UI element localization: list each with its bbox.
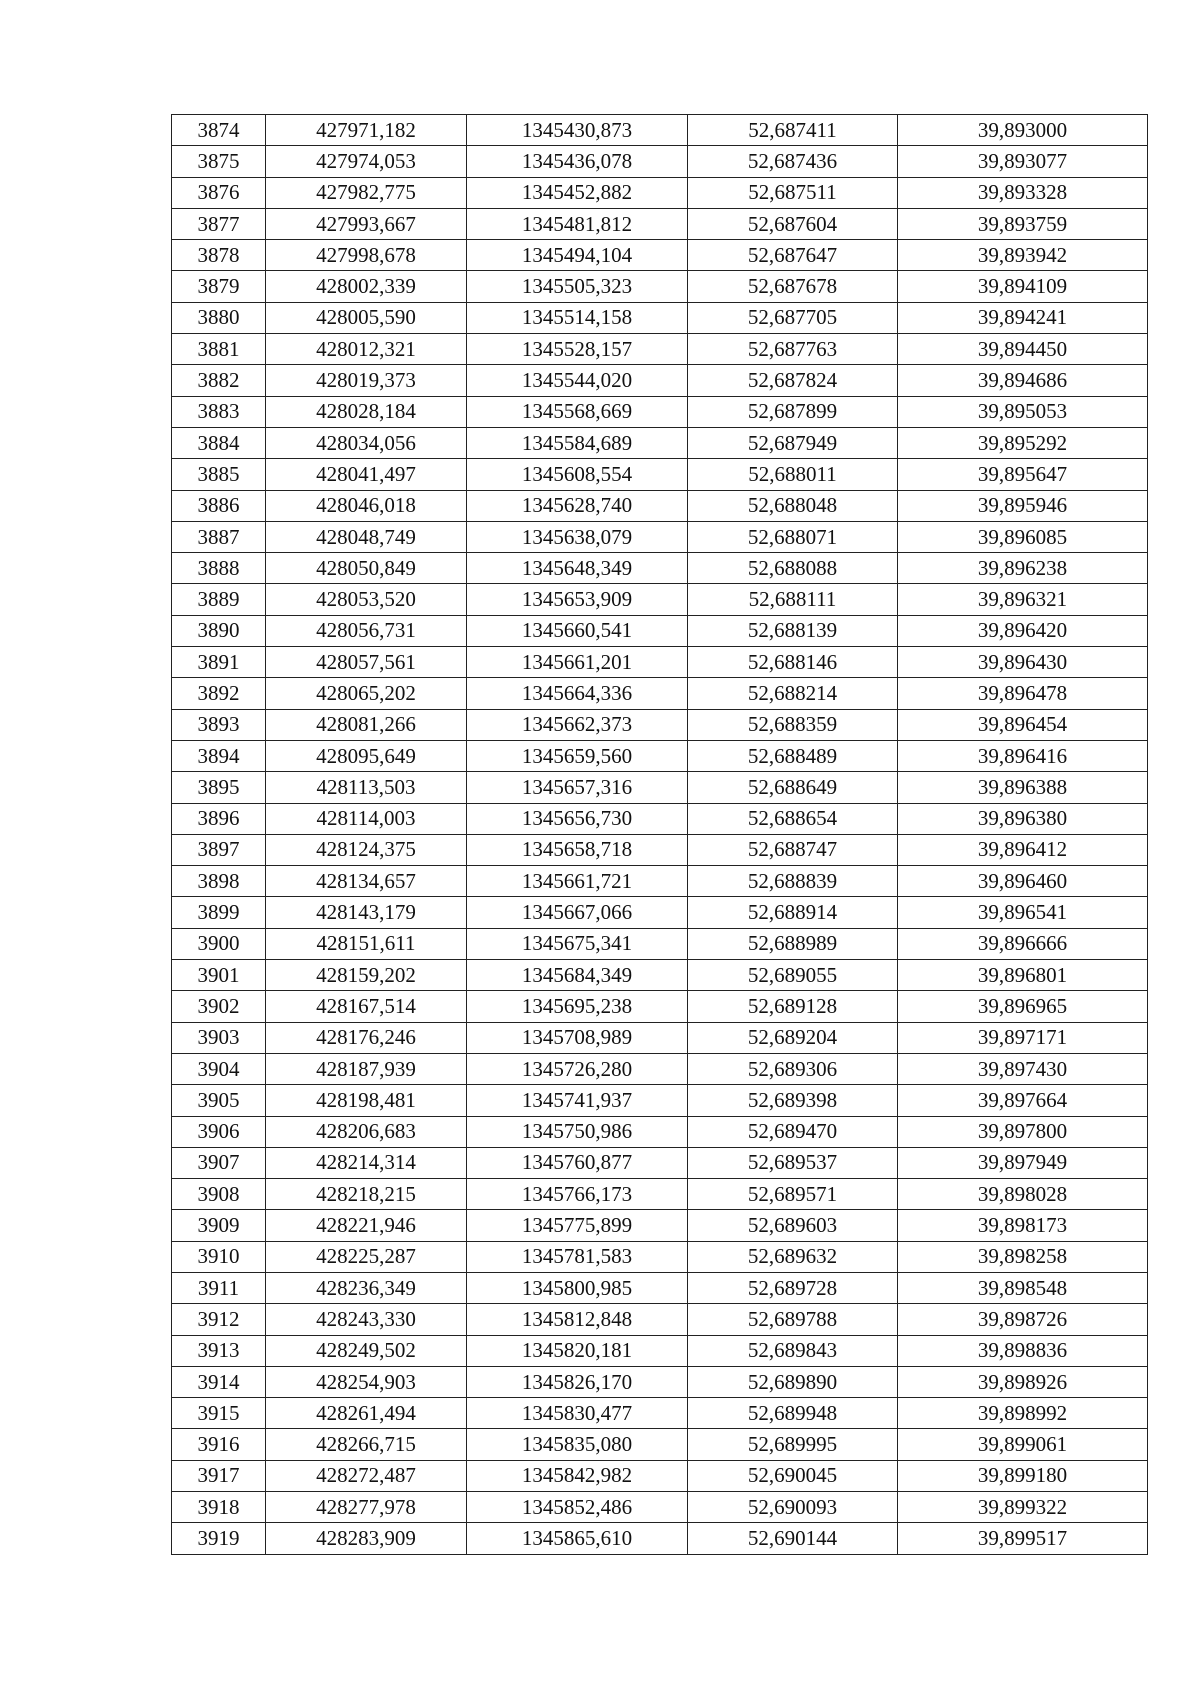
y-coordinate-cell: 1345842,982 xyxy=(467,1460,688,1491)
point-number-cell: 3891 xyxy=(172,647,266,678)
latitude-cell: 52,689948 xyxy=(688,1398,898,1429)
longitude-cell: 39,897430 xyxy=(898,1053,1148,1084)
latitude-cell: 52,688048 xyxy=(688,490,898,521)
x-coordinate-cell: 427974,053 xyxy=(266,146,467,177)
x-coordinate-cell: 428187,939 xyxy=(266,1053,467,1084)
longitude-cell: 39,899322 xyxy=(898,1492,1148,1523)
longitude-cell: 39,896541 xyxy=(898,897,1148,928)
y-coordinate-cell: 1345430,873 xyxy=(467,115,688,146)
y-coordinate-cell: 1345766,173 xyxy=(467,1179,688,1210)
x-coordinate-cell: 428048,749 xyxy=(266,521,467,552)
point-number-cell: 3917 xyxy=(172,1460,266,1491)
latitude-cell: 52,687511 xyxy=(688,177,898,208)
table-row xyxy=(172,553,1148,584)
y-coordinate-cell: 1345656,730 xyxy=(467,803,688,834)
y-coordinate-cell: 1345775,899 xyxy=(467,1210,688,1241)
point-number-cell: 3903 xyxy=(172,1022,266,1053)
table-row xyxy=(172,177,1148,208)
latitude-cell: 52,689470 xyxy=(688,1116,898,1147)
x-coordinate-cell: 428261,494 xyxy=(266,1398,467,1429)
longitude-cell: 39,898548 xyxy=(898,1272,1148,1303)
x-coordinate-cell: 428134,657 xyxy=(266,866,467,897)
y-coordinate-cell: 1345781,583 xyxy=(467,1241,688,1272)
longitude-cell: 39,896460 xyxy=(898,866,1148,897)
latitude-cell: 52,688146 xyxy=(688,647,898,678)
latitude-cell: 52,689843 xyxy=(688,1335,898,1366)
latitude-cell: 52,687899 xyxy=(688,396,898,427)
point-number-cell: 3889 xyxy=(172,584,266,615)
latitude-cell: 52,688989 xyxy=(688,928,898,959)
x-coordinate-cell: 428277,978 xyxy=(266,1492,467,1523)
latitude-cell: 52,689632 xyxy=(688,1241,898,1272)
latitude-cell: 52,688011 xyxy=(688,459,898,490)
latitude-cell: 52,688214 xyxy=(688,678,898,709)
x-coordinate-cell: 427971,182 xyxy=(266,115,467,146)
point-number-cell: 3909 xyxy=(172,1210,266,1241)
x-coordinate-cell: 428176,246 xyxy=(266,1022,467,1053)
table-row xyxy=(172,490,1148,521)
y-coordinate-cell: 1345505,323 xyxy=(467,271,688,302)
y-coordinate-cell: 1345760,877 xyxy=(467,1147,688,1178)
longitude-cell: 39,899180 xyxy=(898,1460,1148,1491)
point-number-cell: 3896 xyxy=(172,803,266,834)
x-coordinate-cell: 428005,590 xyxy=(266,302,467,333)
table-row xyxy=(172,334,1148,365)
point-number-cell: 3881 xyxy=(172,334,266,365)
latitude-cell: 52,690144 xyxy=(688,1523,898,1554)
table-row xyxy=(172,928,1148,959)
x-coordinate-cell: 428218,215 xyxy=(266,1179,467,1210)
x-coordinate-cell: 428019,373 xyxy=(266,365,467,396)
y-coordinate-cell: 1345660,541 xyxy=(467,615,688,646)
point-number-cell: 3884 xyxy=(172,427,266,458)
longitude-cell: 39,894686 xyxy=(898,365,1148,396)
table-row xyxy=(172,271,1148,302)
point-number-cell: 3875 xyxy=(172,146,266,177)
latitude-cell: 52,688088 xyxy=(688,553,898,584)
point-number-cell: 3919 xyxy=(172,1523,266,1554)
point-number-cell: 3898 xyxy=(172,866,266,897)
latitude-cell: 52,689571 xyxy=(688,1179,898,1210)
point-number-cell: 3874 xyxy=(172,115,266,146)
point-number-cell: 3882 xyxy=(172,365,266,396)
point-number-cell: 3915 xyxy=(172,1398,266,1429)
longitude-cell: 39,896380 xyxy=(898,803,1148,834)
latitude-cell: 52,690045 xyxy=(688,1460,898,1491)
point-number-cell: 3904 xyxy=(172,1053,266,1084)
longitude-cell: 39,895053 xyxy=(898,396,1148,427)
latitude-cell: 52,688139 xyxy=(688,615,898,646)
longitude-cell: 39,896416 xyxy=(898,740,1148,771)
x-coordinate-cell: 428254,903 xyxy=(266,1366,467,1397)
x-coordinate-cell: 428034,056 xyxy=(266,427,467,458)
table-row xyxy=(172,396,1148,427)
point-number-cell: 3914 xyxy=(172,1366,266,1397)
point-number-cell: 3897 xyxy=(172,834,266,865)
y-coordinate-cell: 1345653,909 xyxy=(467,584,688,615)
x-coordinate-cell: 428053,520 xyxy=(266,584,467,615)
point-number-cell: 3890 xyxy=(172,615,266,646)
y-coordinate-cell: 1345667,066 xyxy=(467,897,688,928)
longitude-cell: 39,897949 xyxy=(898,1147,1148,1178)
longitude-cell: 39,898258 xyxy=(898,1241,1148,1272)
latitude-cell: 52,689204 xyxy=(688,1022,898,1053)
y-coordinate-cell: 1345528,157 xyxy=(467,334,688,365)
point-number-cell: 3911 xyxy=(172,1272,266,1303)
y-coordinate-cell: 1345436,078 xyxy=(467,146,688,177)
longitude-cell: 39,897664 xyxy=(898,1085,1148,1116)
table-row xyxy=(172,1272,1148,1303)
y-coordinate-cell: 1345628,740 xyxy=(467,490,688,521)
latitude-cell: 52,687705 xyxy=(688,302,898,333)
longitude-cell: 39,898173 xyxy=(898,1210,1148,1241)
y-coordinate-cell: 1345494,104 xyxy=(467,240,688,271)
table-row xyxy=(172,1335,1148,1366)
longitude-cell: 39,896454 xyxy=(898,709,1148,740)
y-coordinate-cell: 1345800,985 xyxy=(467,1272,688,1303)
y-coordinate-cell: 1345544,020 xyxy=(467,365,688,396)
point-number-cell: 3907 xyxy=(172,1147,266,1178)
x-coordinate-cell: 428143,179 xyxy=(266,897,467,928)
latitude-cell: 52,687949 xyxy=(688,427,898,458)
table-row xyxy=(172,1179,1148,1210)
longitude-cell: 39,896238 xyxy=(898,553,1148,584)
point-number-cell: 3876 xyxy=(172,177,266,208)
point-number-cell: 3916 xyxy=(172,1429,266,1460)
x-coordinate-cell: 428065,202 xyxy=(266,678,467,709)
longitude-cell: 39,893000 xyxy=(898,115,1148,146)
latitude-cell: 52,688489 xyxy=(688,740,898,771)
y-coordinate-cell: 1345812,848 xyxy=(467,1304,688,1335)
latitude-cell: 52,687436 xyxy=(688,146,898,177)
table-row xyxy=(172,740,1148,771)
table-row xyxy=(172,146,1148,177)
table-row xyxy=(172,1492,1148,1523)
x-coordinate-cell: 428272,487 xyxy=(266,1460,467,1491)
point-number-cell: 3879 xyxy=(172,271,266,302)
table-row xyxy=(172,302,1148,333)
latitude-cell: 52,689603 xyxy=(688,1210,898,1241)
longitude-cell: 39,896430 xyxy=(898,647,1148,678)
x-coordinate-cell: 428198,481 xyxy=(266,1085,467,1116)
longitude-cell: 39,896412 xyxy=(898,834,1148,865)
latitude-cell: 52,688071 xyxy=(688,521,898,552)
y-coordinate-cell: 1345657,316 xyxy=(467,772,688,803)
x-coordinate-cell: 428214,314 xyxy=(266,1147,467,1178)
longitude-cell: 39,894450 xyxy=(898,334,1148,365)
latitude-cell: 52,688747 xyxy=(688,834,898,865)
table-row xyxy=(172,1523,1148,1554)
x-coordinate-cell: 428225,287 xyxy=(266,1241,467,1272)
longitude-cell: 39,896388 xyxy=(898,772,1148,803)
point-number-cell: 3910 xyxy=(172,1241,266,1272)
x-coordinate-cell: 428050,849 xyxy=(266,553,467,584)
table-row xyxy=(172,521,1148,552)
latitude-cell: 52,687647 xyxy=(688,240,898,271)
longitude-cell: 39,897800 xyxy=(898,1116,1148,1147)
y-coordinate-cell: 1345659,560 xyxy=(467,740,688,771)
y-coordinate-cell: 1345750,986 xyxy=(467,1116,688,1147)
longitude-cell: 39,896085 xyxy=(898,521,1148,552)
y-coordinate-cell: 1345835,080 xyxy=(467,1429,688,1460)
x-coordinate-cell: 428002,339 xyxy=(266,271,467,302)
table-row xyxy=(172,1147,1148,1178)
latitude-cell: 52,689398 xyxy=(688,1085,898,1116)
latitude-cell: 52,689995 xyxy=(688,1429,898,1460)
longitude-cell: 39,896420 xyxy=(898,615,1148,646)
y-coordinate-cell: 1345648,349 xyxy=(467,553,688,584)
latitude-cell: 52,687604 xyxy=(688,208,898,239)
longitude-cell: 39,893328 xyxy=(898,177,1148,208)
table-row xyxy=(172,1085,1148,1116)
table-row xyxy=(172,960,1148,991)
longitude-cell: 39,898028 xyxy=(898,1179,1148,1210)
longitude-cell: 39,896478 xyxy=(898,678,1148,709)
x-coordinate-cell: 427998,678 xyxy=(266,240,467,271)
longitude-cell: 39,893077 xyxy=(898,146,1148,177)
latitude-cell: 52,688654 xyxy=(688,803,898,834)
point-number-cell: 3905 xyxy=(172,1085,266,1116)
y-coordinate-cell: 1345661,201 xyxy=(467,647,688,678)
x-coordinate-cell: 428081,266 xyxy=(266,709,467,740)
x-coordinate-cell: 428159,202 xyxy=(266,960,467,991)
y-coordinate-cell: 1345658,718 xyxy=(467,834,688,865)
longitude-cell: 39,893942 xyxy=(898,240,1148,271)
point-number-cell: 3901 xyxy=(172,960,266,991)
x-coordinate-cell: 428012,321 xyxy=(266,334,467,365)
latitude-cell: 52,689306 xyxy=(688,1053,898,1084)
point-number-cell: 3892 xyxy=(172,678,266,709)
longitude-cell: 39,896666 xyxy=(898,928,1148,959)
y-coordinate-cell: 1345741,937 xyxy=(467,1085,688,1116)
latitude-cell: 52,689055 xyxy=(688,960,898,991)
point-number-cell: 3908 xyxy=(172,1179,266,1210)
latitude-cell: 52,687411 xyxy=(688,115,898,146)
table-row xyxy=(172,427,1148,458)
x-coordinate-cell: 428236,349 xyxy=(266,1272,467,1303)
table-row xyxy=(172,991,1148,1022)
latitude-cell: 52,688839 xyxy=(688,866,898,897)
point-number-cell: 3912 xyxy=(172,1304,266,1335)
table-row xyxy=(172,678,1148,709)
table-row xyxy=(172,1022,1148,1053)
point-number-cell: 3906 xyxy=(172,1116,266,1147)
y-coordinate-cell: 1345852,486 xyxy=(467,1492,688,1523)
latitude-cell: 52,687824 xyxy=(688,365,898,396)
table-row xyxy=(172,866,1148,897)
latitude-cell: 52,689890 xyxy=(688,1366,898,1397)
y-coordinate-cell: 1345684,349 xyxy=(467,960,688,991)
point-number-cell: 3918 xyxy=(172,1492,266,1523)
x-coordinate-cell: 428243,330 xyxy=(266,1304,467,1335)
point-number-cell: 3894 xyxy=(172,740,266,771)
point-number-cell: 3880 xyxy=(172,302,266,333)
coordinates-table-body xyxy=(172,115,1148,1555)
x-coordinate-cell: 428206,683 xyxy=(266,1116,467,1147)
table-row xyxy=(172,897,1148,928)
table-row xyxy=(172,647,1148,678)
latitude-cell: 52,689537 xyxy=(688,1147,898,1178)
longitude-cell: 39,898926 xyxy=(898,1366,1148,1397)
longitude-cell: 39,899517 xyxy=(898,1523,1148,1554)
x-coordinate-cell: 428113,503 xyxy=(266,772,467,803)
point-number-cell: 3886 xyxy=(172,490,266,521)
longitude-cell: 39,896801 xyxy=(898,960,1148,991)
y-coordinate-cell: 1345514,158 xyxy=(467,302,688,333)
x-coordinate-cell: 428046,018 xyxy=(266,490,467,521)
y-coordinate-cell: 1345452,882 xyxy=(467,177,688,208)
point-number-cell: 3900 xyxy=(172,928,266,959)
x-coordinate-cell: 428151,611 xyxy=(266,928,467,959)
longitude-cell: 39,899061 xyxy=(898,1429,1148,1460)
point-number-cell: 3887 xyxy=(172,521,266,552)
point-number-cell: 3877 xyxy=(172,208,266,239)
point-number-cell: 3878 xyxy=(172,240,266,271)
table-row xyxy=(172,1241,1148,1272)
latitude-cell: 52,689728 xyxy=(688,1272,898,1303)
latitude-cell: 52,689788 xyxy=(688,1304,898,1335)
table-row xyxy=(172,709,1148,740)
table-row xyxy=(172,240,1148,271)
table-row xyxy=(172,365,1148,396)
longitude-cell: 39,893759 xyxy=(898,208,1148,239)
y-coordinate-cell: 1345662,373 xyxy=(467,709,688,740)
table-row xyxy=(172,1210,1148,1241)
longitude-cell: 39,895292 xyxy=(898,427,1148,458)
x-coordinate-cell: 428266,715 xyxy=(266,1429,467,1460)
table-row xyxy=(172,115,1148,146)
latitude-cell: 52,688359 xyxy=(688,709,898,740)
point-number-cell: 3883 xyxy=(172,396,266,427)
latitude-cell: 52,687678 xyxy=(688,271,898,302)
table-row xyxy=(172,1366,1148,1397)
table-row xyxy=(172,1304,1148,1335)
x-coordinate-cell: 428221,946 xyxy=(266,1210,467,1241)
longitude-cell: 39,896321 xyxy=(898,584,1148,615)
table-row xyxy=(172,1460,1148,1491)
x-coordinate-cell: 428028,184 xyxy=(266,396,467,427)
longitude-cell: 39,897171 xyxy=(898,1022,1148,1053)
longitude-cell: 39,898726 xyxy=(898,1304,1148,1335)
y-coordinate-cell: 1345675,341 xyxy=(467,928,688,959)
y-coordinate-cell: 1345481,812 xyxy=(467,208,688,239)
point-number-cell: 3913 xyxy=(172,1335,266,1366)
latitude-cell: 52,688649 xyxy=(688,772,898,803)
x-coordinate-cell: 427993,667 xyxy=(266,208,467,239)
y-coordinate-cell: 1345661,721 xyxy=(467,866,688,897)
longitude-cell: 39,895647 xyxy=(898,459,1148,490)
table-row xyxy=(172,1398,1148,1429)
longitude-cell: 39,898836 xyxy=(898,1335,1148,1366)
x-coordinate-cell: 428167,514 xyxy=(266,991,467,1022)
longitude-cell: 39,898992 xyxy=(898,1398,1148,1429)
x-coordinate-cell: 428056,731 xyxy=(266,615,467,646)
y-coordinate-cell: 1345695,238 xyxy=(467,991,688,1022)
y-coordinate-cell: 1345638,079 xyxy=(467,521,688,552)
x-coordinate-cell: 428283,909 xyxy=(266,1523,467,1554)
point-number-cell: 3895 xyxy=(172,772,266,803)
longitude-cell: 39,894241 xyxy=(898,302,1148,333)
point-number-cell: 3885 xyxy=(172,459,266,490)
y-coordinate-cell: 1345726,280 xyxy=(467,1053,688,1084)
y-coordinate-cell: 1345820,181 xyxy=(467,1335,688,1366)
table-row xyxy=(172,803,1148,834)
y-coordinate-cell: 1345865,610 xyxy=(467,1523,688,1554)
y-coordinate-cell: 1345708,989 xyxy=(467,1022,688,1053)
table-row xyxy=(172,772,1148,803)
table-row xyxy=(172,1429,1148,1460)
latitude-cell: 52,687763 xyxy=(688,334,898,365)
table-row xyxy=(172,584,1148,615)
x-coordinate-cell: 428041,497 xyxy=(266,459,467,490)
longitude-cell: 39,896965 xyxy=(898,991,1148,1022)
table-row xyxy=(172,208,1148,239)
table-row xyxy=(172,1053,1148,1084)
x-coordinate-cell: 428057,561 xyxy=(266,647,467,678)
x-coordinate-cell: 428124,375 xyxy=(266,834,467,865)
latitude-cell: 52,690093 xyxy=(688,1492,898,1523)
x-coordinate-cell: 428114,003 xyxy=(266,803,467,834)
point-number-cell: 3899 xyxy=(172,897,266,928)
table-row xyxy=(172,1116,1148,1147)
latitude-cell: 52,688111 xyxy=(688,584,898,615)
point-number-cell: 3893 xyxy=(172,709,266,740)
longitude-cell: 39,895946 xyxy=(898,490,1148,521)
y-coordinate-cell: 1345584,689 xyxy=(467,427,688,458)
table-row xyxy=(172,615,1148,646)
longitude-cell: 39,894109 xyxy=(898,271,1148,302)
y-coordinate-cell: 1345664,336 xyxy=(467,678,688,709)
point-number-cell: 3902 xyxy=(172,991,266,1022)
y-coordinate-cell: 1345568,669 xyxy=(467,396,688,427)
y-coordinate-cell: 1345608,554 xyxy=(467,459,688,490)
x-coordinate-cell: 428249,502 xyxy=(266,1335,467,1366)
table-row xyxy=(172,834,1148,865)
table-row xyxy=(172,459,1148,490)
coordinates-table xyxy=(171,114,1148,1555)
latitude-cell: 52,689128 xyxy=(688,991,898,1022)
point-number-cell: 3888 xyxy=(172,553,266,584)
y-coordinate-cell: 1345830,477 xyxy=(467,1398,688,1429)
x-coordinate-cell: 428095,649 xyxy=(266,740,467,771)
x-coordinate-cell: 427982,775 xyxy=(266,177,467,208)
latitude-cell: 52,688914 xyxy=(688,897,898,928)
y-coordinate-cell: 1345826,170 xyxy=(467,1366,688,1397)
